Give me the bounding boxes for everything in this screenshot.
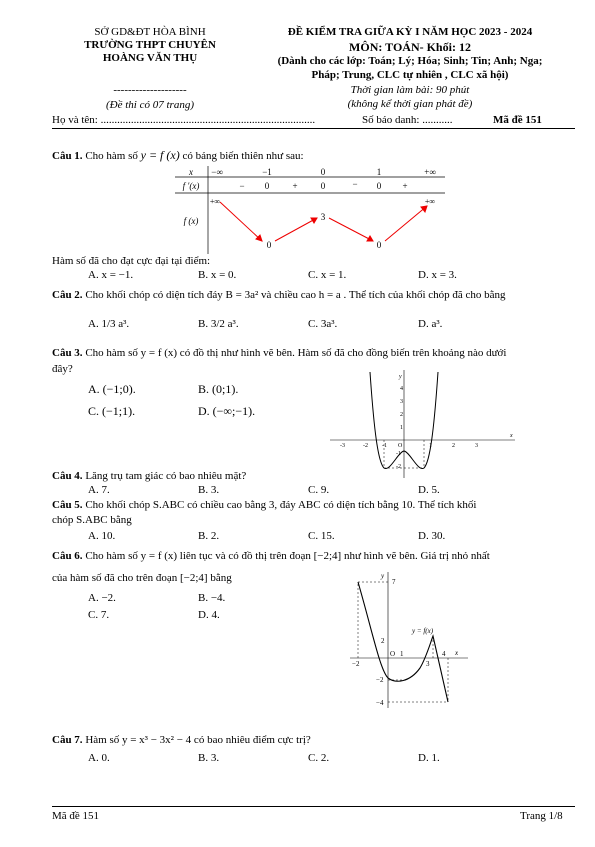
- q2-option-a[interactable]: A. 1/3 a³.: [88, 318, 130, 330]
- q6-text-1: Cho hàm số y = f (x) liên tục và có đồ thị trên đoạn [−2;4] như hình vẽ bên. Giá trị nhỏ nhất: [85, 550, 490, 562]
- q1-formula: y = f (x): [140, 148, 180, 162]
- footer-rule: [52, 806, 575, 807]
- q3-label: Câu 3.: [52, 347, 83, 359]
- q6-neg4: −4: [376, 699, 384, 707]
- time-note: (không kể thời gian phát đề): [347, 98, 473, 110]
- q4-option-a[interactable]: A. 7.: [88, 484, 110, 496]
- classes-line1: (Dành cho các lớp: Toán; Lý; Hóa; Sinh; Tin; Anh; Nga;: [277, 55, 543, 67]
- q3-tick-y-4: -1: [396, 451, 401, 457]
- q4-option-d[interactable]: D. 5.: [418, 484, 440, 496]
- vt-fp-label: f ′(x): [182, 181, 200, 191]
- q6-graph: [350, 570, 470, 710]
- vt-fp-0: −: [239, 181, 245, 191]
- vt-f-2: 3: [320, 212, 326, 222]
- q6-neg2x: −2: [352, 660, 360, 668]
- vt-f-label: f (x): [183, 216, 199, 226]
- q3-tick-x-4: 2: [452, 443, 455, 449]
- q1-prompt: Hàm số đã cho đạt cực đại tại điểm:: [52, 255, 211, 267]
- q6-option-a[interactable]: A. −2.: [88, 592, 116, 604]
- q4-text: Lăng trụ tam giác có bao nhiêu mặt?: [85, 470, 247, 482]
- q5-option-a[interactable]: A. 10.: [88, 530, 116, 542]
- variation-table: [175, 166, 445, 254]
- q6-text-2: của hàm số đã cho trên đoạn [−2;4] bằng: [52, 572, 232, 584]
- q1-label: Câu 1.: [52, 150, 83, 162]
- q6-x-label: x: [455, 649, 459, 657]
- footer-code: Mã đề 151: [52, 810, 100, 822]
- classes-line2: Pháp; Trung, CLC tự nhiên , CLC xã hội): [311, 69, 509, 81]
- q3-graph: [330, 370, 515, 480]
- header-rule: [52, 128, 575, 129]
- q3-option-a[interactable]: A. (−1;0).: [88, 382, 136, 396]
- q6-seven: 7: [392, 578, 396, 586]
- question-6: [52, 550, 490, 562]
- q3-tick-y-2: 2: [400, 412, 403, 418]
- time-line: Thời gian làm bài: 90 phút: [350, 84, 470, 96]
- question-3: [52, 347, 506, 359]
- q3-tick-x-2: -1: [382, 443, 387, 449]
- q2-option-b[interactable]: B. 3/2 a³.: [198, 318, 239, 330]
- vt-fp-3: 0: [320, 181, 326, 191]
- q6-label: Câu 6.: [52, 550, 83, 562]
- q6-curve-label: y = f(x): [412, 627, 434, 635]
- q1-text-a: Cho hàm số: [85, 150, 138, 162]
- question-7: [52, 734, 311, 746]
- q5-option-c[interactable]: C. 15.: [308, 530, 335, 542]
- subject-line: MÔN: TOÁN- Khối: 12: [349, 40, 471, 54]
- school-name-line2: HOÀNG VĂN THỤ: [102, 52, 198, 64]
- q4-option-c[interactable]: C. 9.: [308, 484, 330, 496]
- q4-option-b[interactable]: B. 3.: [198, 484, 220, 496]
- q6-origin: O: [390, 650, 396, 658]
- vt-x-3: 1: [376, 167, 382, 177]
- q7-option-a[interactable]: A. 0.: [88, 752, 110, 764]
- q6-three: 3: [426, 660, 430, 668]
- vt-x-1: −1: [262, 167, 272, 177]
- q3-tick-y-5: -2: [396, 464, 401, 470]
- q2-label: Câu 2.: [52, 289, 83, 301]
- pages-note: (Đề thi có 07 trang): [106, 99, 194, 111]
- vt-fp-5: 0: [376, 181, 382, 191]
- q6-one: 1: [400, 650, 404, 658]
- dept-name: SỞ GD&ĐT HÒA BÌNH: [94, 26, 206, 38]
- q1-option-d[interactable]: D. x = 3.: [418, 269, 457, 281]
- q1-text-b: có bảng biến thiên như sau:: [182, 150, 304, 162]
- q3-tick-y-1: 3: [400, 399, 403, 405]
- q7-label: Câu 7.: [52, 734, 83, 746]
- vt-x-2: 0: [320, 167, 326, 177]
- q3-origin: O: [398, 443, 403, 449]
- q5-label: Câu 5.: [52, 499, 83, 511]
- q6-two: 2: [381, 637, 385, 645]
- q1-option-a[interactable]: A. x = −1.: [88, 269, 134, 281]
- q6-option-b[interactable]: B. −4.: [198, 592, 226, 604]
- q3-text-2: đây?: [52, 363, 73, 375]
- vt-fp-6: +: [402, 181, 408, 191]
- q3-tick-x-5: 3: [475, 443, 478, 449]
- vt-f-3: 0: [376, 240, 382, 250]
- vt-x-4: +∞: [424, 167, 436, 177]
- q3-option-b[interactable]: B. (0;1).: [198, 382, 239, 396]
- question-1: [52, 148, 304, 163]
- q6-y-label: y: [381, 572, 385, 580]
- sbd-field: Số báo danh: ...........: [362, 114, 453, 126]
- vt-x-label: x: [189, 167, 193, 177]
- q4-label: Câu 4.: [52, 470, 83, 482]
- q3-tick-y-3: 1: [400, 425, 403, 431]
- header-dashes: --------------------: [113, 84, 187, 96]
- q7-option-d[interactable]: D. 1.: [418, 752, 440, 764]
- name-field: Họ và tên: ..............................................................................: [52, 114, 316, 126]
- vt-f-0: +∞: [209, 197, 221, 206]
- q6-four: 4: [442, 650, 446, 658]
- q3-tick-x-0: -3: [340, 443, 345, 449]
- q2-text: Cho khối chóp có diện tích đáy B = 3a² và chiều cao h = a . Thể tích của khối chóp đã cho bằng: [85, 289, 506, 301]
- q3-option-d[interactable]: D. (−∞;−1).: [198, 404, 256, 418]
- q3-x-label: x: [510, 433, 513, 439]
- q1-option-b[interactable]: B. x = 0.: [198, 269, 237, 281]
- vt-fp-2: +: [292, 181, 298, 191]
- q7-option-c[interactable]: C. 2.: [308, 752, 330, 764]
- q5-text-2: chóp S.ABC bằng: [52, 514, 132, 526]
- vt-fp-4: −: [352, 179, 358, 189]
- vt-f-1: 0: [266, 240, 272, 250]
- vt-f-4: +∞: [424, 197, 436, 206]
- q3-tick-x-3: 1: [429, 443, 432, 449]
- question-2: [52, 289, 506, 301]
- school-name-line1: TRƯỜNG THPT CHUYÊN: [84, 39, 216, 51]
- footer-page: Trang 1/8: [520, 810, 563, 822]
- q1-option-c[interactable]: C. x = 1.: [308, 269, 347, 281]
- question-4: [52, 470, 246, 482]
- q3-tick-y-0: 4: [400, 386, 403, 392]
- q6-neg2y: −2: [376, 676, 384, 684]
- q3-y-label: y: [399, 374, 402, 380]
- exam-code: Mã đề 151: [493, 114, 542, 126]
- exam-title: ĐỀ KIỂM TRA GIỮA KỲ I NĂM HỌC 2023 - 2024: [287, 26, 533, 38]
- q5-option-b[interactable]: B. 2.: [198, 530, 220, 542]
- q5-text-1: Cho khối chóp S.ABC có chiều cao bằng 3, đáy ABC có diện tích bằng 10. Thể tích khối: [85, 499, 477, 511]
- q5-option-d[interactable]: D. 30.: [418, 530, 446, 542]
- q3-option-c[interactable]: C. (−1;1).: [88, 404, 136, 418]
- q6-option-d[interactable]: D. 4.: [198, 609, 220, 621]
- vt-fp-1: 0: [264, 181, 270, 191]
- q2-option-d[interactable]: D. a³.: [418, 318, 443, 330]
- question-5: [52, 499, 476, 511]
- q7-option-b[interactable]: B. 3.: [198, 752, 220, 764]
- q2-option-c[interactable]: C. 3a³.: [308, 318, 338, 330]
- q3-text-1: Cho hàm số y = f (x) có đồ thị như hình vẽ bên. Hàm số đã cho đồng biến trên khoảng nào dưới: [85, 347, 507, 359]
- q3-tick-x-1: -2: [363, 443, 368, 449]
- q6-option-c[interactable]: C. 7.: [88, 609, 110, 621]
- q7-text: Hàm số y = x³ − 3x² − 4 có bao nhiêu điểm cực trị?: [85, 734, 311, 746]
- vt-x-0: −∞: [211, 167, 223, 177]
